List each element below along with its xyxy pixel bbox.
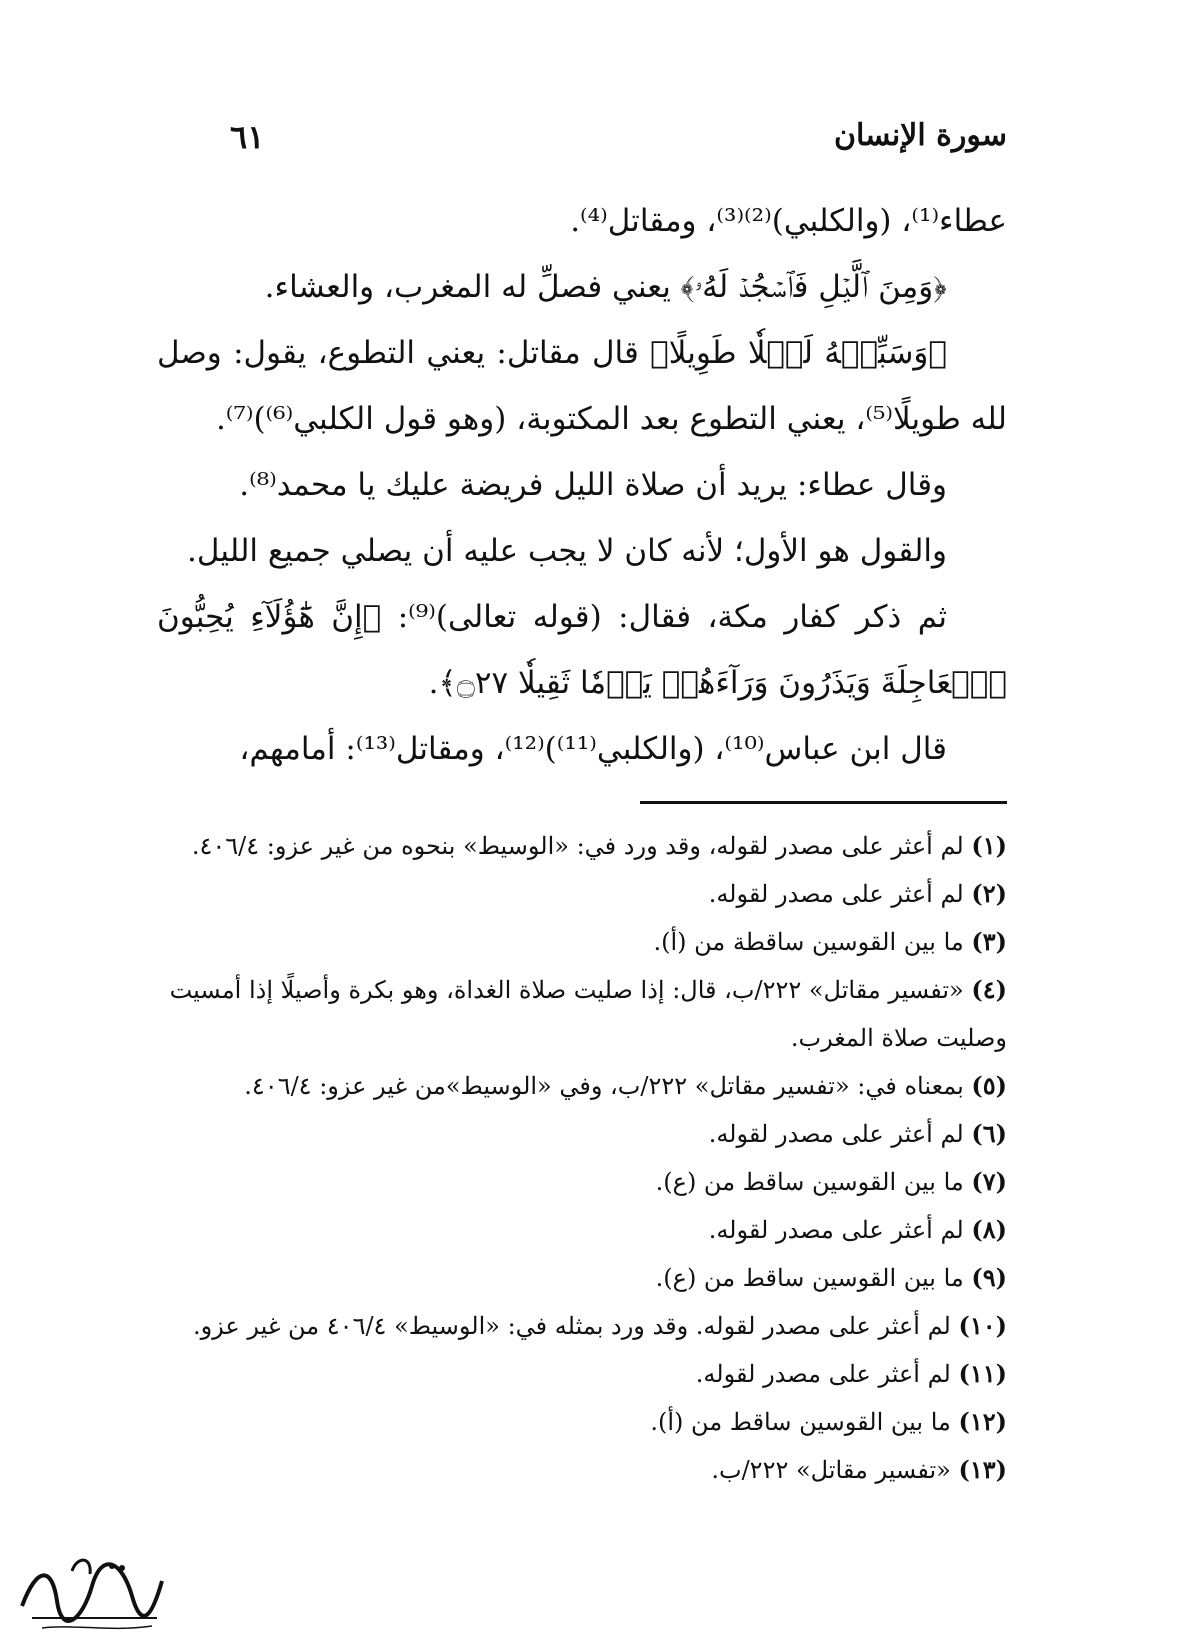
footnote-number: (١٢) [958,1407,1007,1436]
footnote-number: (٢) [971,879,1007,908]
footnote-text: ما بين القوسين ساقط من (ع). [655,1264,964,1292]
text-paragraph: ﴿وَسَبِّحۡهُ لَيۡلٗا طَوِيلًا﴾ قال مقاتل: يعني التطوع، يقول: وصل لله طويلًا⁽⁵⁾، يعني التطوع بعد المكتوبة، (وهو قول الكلبي⁽⁶⁾)⁽⁷⁾. [157,335,1007,437]
footnote-number: (٧) [971,1167,1007,1196]
footnote [127,966,1007,1062]
footnote [127,1446,1007,1494]
footnote-text: ما بين القوسين ساقط من (أ). [650,1408,951,1436]
footnote [127,870,1007,918]
footnote-text: ما بين القوسين ساقط من (ع). [655,1168,964,1196]
text-paragraph: ﴿وَمِنَ ٱلَّيۡلِ فَٱسۡجُدۡ لَهُۥ﴾ يعني فصلِّ له المغرب، والعشاء. [264,269,947,305]
footnote [127,1062,1007,1110]
footnote [127,1110,1007,1158]
text-paragraph: قال ابن عباس⁽¹⁰⁾، (والكلبي⁽¹¹⁾)⁽¹²⁾، ومقاتل⁽¹³⁾: أمامهم، [239,731,947,767]
footnote-number: (٦) [971,1119,1007,1148]
footnote-number: (١) [971,831,1007,860]
footnote-text: لم أعثر على مصدر لقوله. [708,880,964,908]
footnote [127,1206,1007,1254]
footnote-number: (١٠) [958,1311,1007,1340]
footnote [127,1350,1007,1398]
footnote-number: (١١) [958,1359,1007,1388]
text-paragraph: عطاء⁽¹⁾، (والكلبي)⁽²⁾⁽³⁾، ومقاتل⁽⁴⁾. [570,203,1007,239]
footnote-text: لم أعثر على مصدر لقوله. [708,1120,964,1148]
footnote-text: «تفسير مقاتل» ٢٢٢/ب، قال: إذا صليت صلاة الغداة، وهو بكرة وأصيلًا إذا أمسيت وصليت صلاة المغرب. [169,976,1007,1052]
footnote [127,1254,1007,1302]
page-number: ٦١ [230,118,265,156]
text-paragraph: وقال عطاء: يريد أن صلاة الليل فريضة عليك يا محمد⁽⁸⁾. [239,467,947,503]
footnote [127,1398,1007,1446]
footnote-text: لم أعثر على مصدر لقوله، وقد ورد في: «الوسيط» بنحوه من غير عزو: ٤٠٦/٤. [191,832,964,860]
footnote-number: (٨) [971,1215,1007,1244]
text-paragraph: والقول هو الأول؛ لأنه كان لا يجب عليه أن يصلي جميع الليل. [187,533,947,569]
footnote-text: لم أعثر على مصدر لقوله. وقد ورد بمثله في: «الوسيط» ٤٠٦/٤ من غير عزو. [192,1312,951,1340]
footnote-number: (٣) [971,927,1007,956]
footnote [127,1302,1007,1350]
footnote [127,822,1007,870]
text-paragraph: ثم ذكر كفار مكة، فقال: (قوله تعالى)⁽⁹⁾: ﴿إِنَّ هَٰٓؤُلَآءِ يُحِبُّونَ ٱلۡعَاجِلَةَ وَيَذَرُونَ وَرَآءَهُمۡ يَوۡمٗا ثَقِيلٗا ۝٢٧﴾. [157,599,1007,701]
footnote-divider [640,801,1007,804]
footnote-number: (٤) [971,975,1007,1004]
footnote [127,1158,1007,1206]
footnote-number: (١٣) [958,1455,1007,1484]
page-header [200,118,1007,168]
footnote-text: لم أعثر على مصدر لقوله. [695,1360,951,1388]
running-head: سورة الإنسان [833,118,1007,153]
footnote-text: ما بين القوسين ساقطة من (أ). [653,928,964,956]
footnote [127,918,1007,966]
calligraphy-logo-icon [12,1546,172,1636]
footnote-text: بمعناه في: «تفسير مقاتل» ٢٢٢/ب، وفي «الوسيط»من غير عزو: ٤٠٦/٤. [244,1072,964,1100]
footnote-number: (٩) [971,1263,1007,1292]
footnote-number: (٥) [971,1071,1007,1100]
main-text [157,188,1007,782]
footnote-text: «تفسير مقاتل» ٢٢٢/ب. [711,1456,951,1484]
footnotes [127,822,1007,1494]
footnote-text: لم أعثر على مصدر لقوله. [708,1216,964,1244]
